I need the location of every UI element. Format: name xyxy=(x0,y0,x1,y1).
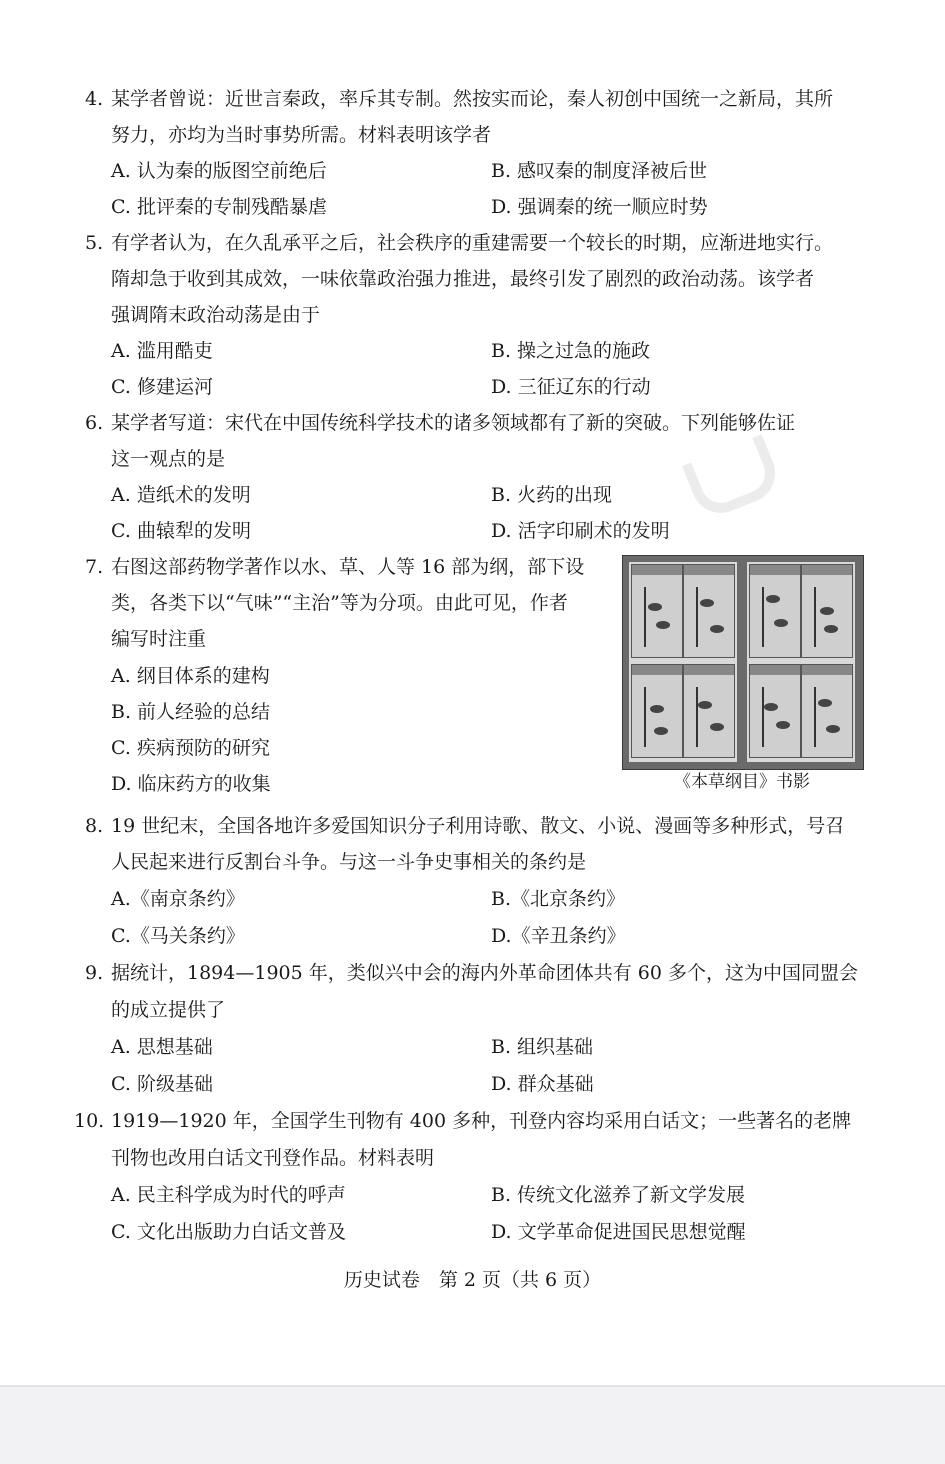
question-4-line-2: 努力，亦均为当时事势所需。材料表明该学者 xyxy=(111,124,492,146)
question-4-line-1: 某学者曾说：近世言秦政，率斥其专制。然按实而论，秦人初创中国统一之新局，其所 xyxy=(111,88,834,110)
herb-illustration xyxy=(683,564,735,658)
question-9-option-c: C. 阶级基础 xyxy=(111,1073,213,1095)
question-5-option-a: A. 滥用酷吏 xyxy=(111,340,213,362)
question-6-option-b: B. 火药的出现 xyxy=(491,484,613,506)
question-7-option-b: B. 前人经验的总结 xyxy=(111,701,271,723)
question-5-option-c: C. 修建运河 xyxy=(111,376,213,398)
book-right-page xyxy=(747,562,855,762)
question-7-line-2: 类，各类下以“气味”“主治”等为分项。由此可见，作者 xyxy=(111,592,568,614)
watermark-mark xyxy=(682,434,784,522)
question-6-line-2: 这一观点的是 xyxy=(111,448,226,470)
bencao-gangmu-book-image xyxy=(622,555,864,770)
herb-illustration xyxy=(631,564,683,658)
question-8-option-c: C.《马关条约》 xyxy=(111,925,245,947)
question-10-option-a: A. 民主科学成为时代的呼声 xyxy=(111,1184,346,1206)
question-8-number: 8. xyxy=(85,815,104,837)
question-10-option-b: B. 传统文化滋养了新文学发展 xyxy=(491,1184,746,1206)
question-4-option-b: B. 感叹秦的制度泽被后世 xyxy=(491,160,708,182)
herb-illustration xyxy=(749,564,801,658)
question-10-option-d: D. 文学革命促进国民思想觉醒 xyxy=(491,1221,746,1243)
question-10-option-c: C. 文化出版助力白话文普及 xyxy=(111,1221,346,1243)
question-9-line-1: 据统计，1894—1905 年，类似兴中会的海内外革命团体共有 60 多个，这为中国同盟会 xyxy=(111,962,859,984)
book-left-page xyxy=(629,562,737,762)
question-4-option-a: A. 认为秦的版图空前绝后 xyxy=(111,160,327,182)
question-9-line-2: 的成立提供了 xyxy=(111,999,226,1021)
herb-illustration xyxy=(801,564,853,658)
question-5-line-1: 有学者认为，在久乱承平之后，社会秩序的重建需要一个较长的时期，应渐进地实行。 xyxy=(111,232,834,254)
question-6-line-1: 某学者写道：宋代在中国传统科学技术的诸多领域都有了新的突破。下列能够佐证 xyxy=(111,412,796,434)
question-5-option-b: B. 操之过急的施政 xyxy=(491,340,651,362)
question-8-option-b: B.《北京条约》 xyxy=(491,888,626,910)
question-8-line-2: 人民起来进行反割台斗争。与这一斗争史事相关的条约是 xyxy=(111,851,587,873)
question-4-option-d: D. 强调秦的统一顺应时势 xyxy=(491,196,708,218)
question-8-line-1: 19 世纪末，全国各地许多爱国知识分子利用诗歌、散文、小说、漫画等多种形式，号召 xyxy=(111,815,845,837)
figure-caption: 《本草纲目》书影 xyxy=(674,772,810,792)
question-4-number: 4. xyxy=(85,88,104,110)
question-8-option-d: D.《辛丑条约》 xyxy=(491,925,626,947)
herb-illustration xyxy=(801,664,853,758)
question-7-option-a: A. 纲目体系的建构 xyxy=(111,665,270,687)
question-9-option-d: D. 群众基础 xyxy=(491,1073,594,1095)
question-9-option-b: B. 组织基础 xyxy=(491,1036,594,1058)
question-6-option-c: C. 曲辕犁的发明 xyxy=(111,520,251,542)
question-6-option-d: D. 活字印刷术的发明 xyxy=(491,520,670,542)
question-5-line-3: 强调隋末政治动荡是由于 xyxy=(111,304,321,326)
question-5-number: 5. xyxy=(85,232,104,254)
question-6-option-a: A. 造纸术的发明 xyxy=(111,484,251,506)
question-9-option-a: A. 思想基础 xyxy=(111,1036,213,1058)
question-7-number: 7. xyxy=(85,556,104,578)
herb-illustration xyxy=(749,664,801,758)
question-4-option-c: C. 批评秦的专制残酷暴虐 xyxy=(111,196,327,218)
question-7-line-3: 编写时注重 xyxy=(111,628,207,650)
question-7-option-c: C. 疾病预防的研究 xyxy=(111,737,270,759)
herb-illustration xyxy=(683,664,735,758)
question-7-option-d: D. 临床药方的收集 xyxy=(111,773,271,795)
question-9-number: 9. xyxy=(85,962,104,984)
question-5-line-2: 隋却急于收到其成效，一味依靠政治强力推进，最终引发了剧烈的政治动荡。该学者 xyxy=(111,268,815,290)
question-10-line-1: 1919—1920 年，全国学生刊物有 400 多种，刊登内容均采用白话文；一些著名的老牌 xyxy=(111,1110,852,1132)
viewer-bottom-area xyxy=(0,1385,945,1464)
herb-illustration xyxy=(631,664,683,758)
question-10-number: 10. xyxy=(74,1110,105,1132)
question-7-line-1: 右图这部药物学著作以水、草、人等 16 部为纲，部下设 xyxy=(111,556,585,578)
question-6-number: 6. xyxy=(85,412,104,434)
question-8-option-a: A.《南京条约》 xyxy=(111,888,245,910)
question-5-option-d: D. 三征辽东的行动 xyxy=(491,376,651,398)
page-footer: 历史试卷 第 2 页（共 6 页） xyxy=(343,1269,602,1291)
question-10-line-2: 刊物也改用白话文刊登作品。材料表明 xyxy=(111,1147,435,1169)
